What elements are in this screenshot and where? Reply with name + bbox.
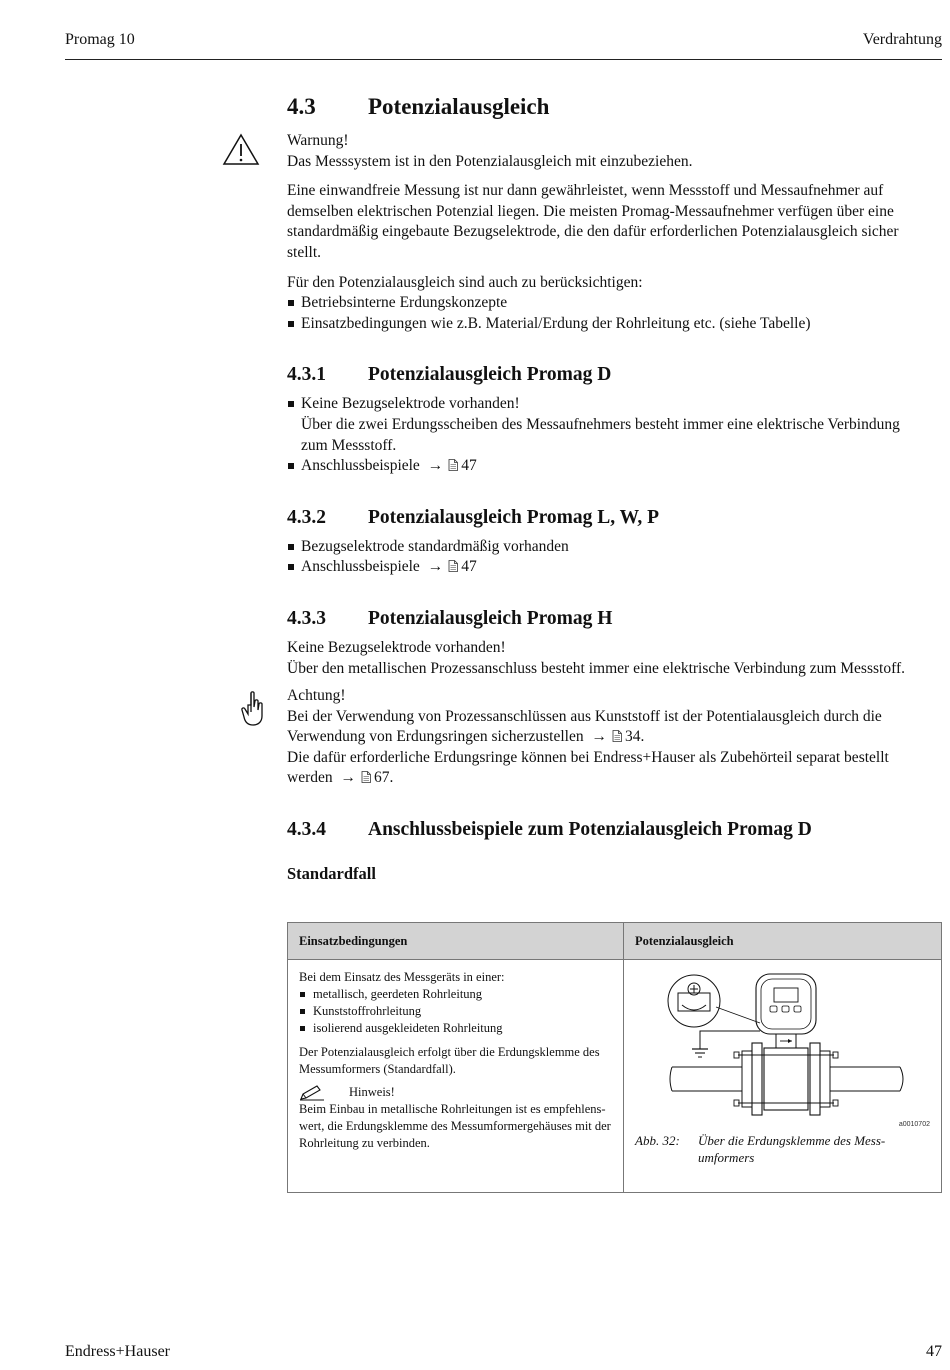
list-item: isolierend ausgekleideten Rohrleitung [299, 1020, 612, 1037]
intro-line: stellt. [287, 243, 322, 261]
list-item: Betriebsinterne Erdungskonzepte [287, 293, 942, 314]
section-title: Potenzialausgleich [368, 94, 550, 119]
page-reference-icon [448, 560, 458, 572]
page-reference-icon [448, 459, 458, 471]
list-item: Anschlussbeispiele → 47 [287, 557, 942, 578]
subsection-heading-433: 4.3.3 Potenzialausgleich Promag H [287, 607, 613, 629]
hand-caution-icon [240, 690, 266, 728]
caution-line: werden → 67. [287, 769, 394, 787]
figure-code: a0010702 [898, 1121, 930, 1128]
page-link[interactable]: 34. [624, 728, 645, 746]
table-row [288, 960, 942, 1193]
list-item: Keine Bezugselektrode vorhanden! Über die zwei Erdungsscheiben des Messaufnehmers besteht immer eine elektrische Verbindung zum Messstoff. [287, 394, 942, 456]
page-number: 47 [926, 1343, 942, 1360]
section-number: 4.3 [287, 94, 316, 119]
page-reference-icon [361, 771, 371, 783]
caution-line: Verwendung von Erdungsringen sicherzustellen → 34. [287, 728, 645, 746]
intro-line: demselben elektrischen Potenzial liegen. Die meisten Promag-Messaufnehmer verfügen über eine [287, 202, 894, 220]
table-header-conditions: Einsatzbedingungen [288, 923, 624, 960]
page-reference-icon [612, 730, 622, 742]
conditions-cell: Bei dem Einsatz des Messgeräts in einer: metallisch, geerdeten Rohrleitung Kunststoffrohrleitung isolierend ausgekleideten Rohrleitung Der Potenzialausgleich erfolgt über die Erdungsklemme des Messumformers (Standardfall). Hinweis! Beim Einbau in metallische Rohrleitungen ist es empfehlens- wert, die Erdungsklemme des Messumformergehäuses mit der Rohrleitung zu verbinden. [288, 960, 624, 1193]
conditions-list [299, 986, 612, 1037]
page-link[interactable]: 47 [461, 457, 477, 475]
list-item: metallisch, geerdeten Rohrleitung [299, 986, 612, 1003]
warning-title: Warnung! [287, 132, 349, 149]
grounding-diagram [660, 971, 930, 1121]
table-header-equalization: Potenzialausgleich [624, 923, 942, 960]
equalization-cell [624, 960, 942, 1193]
standardfall-heading: Standardfall [287, 864, 376, 884]
caution-title: Achtung! [287, 687, 346, 705]
s432-list [287, 537, 942, 578]
list-item: Kunststoffrohrleitung [299, 1003, 612, 1020]
figure-caption: Abb. 32: Über die Erdungsklemme des Mess- umformers [635, 1133, 886, 1165]
s433-line: Keine Bezugselektrode vorhanden! [287, 638, 506, 656]
header-chapter: Verdrahtung [862, 31, 942, 48]
list-item: Bezugselektrode standardmäßig vorhanden [287, 537, 942, 558]
subsection-heading-432: 4.3.2 Potenzialausgleich Promag L, W, P [287, 506, 660, 528]
list-item: Anschlussbeispiele → 47 [287, 456, 942, 477]
warning-triangle-icon [222, 133, 260, 166]
pencil-hint-icon [299, 1085, 325, 1101]
warning-text: Das Messsystem ist in den Potenzialausgleich mit einzubeziehen. [287, 152, 693, 170]
intro-line: Eine einwandfreie Messung ist nur dann gewährleistet, wenn Messstoff und Messaufnehmer auf [287, 182, 884, 200]
subsection-heading-431: 4.3.1 Potenzialausgleich Promag D [287, 364, 612, 386]
consider-text: Für den Potenzialausgleich sind auch zu berücksichtigen: [287, 273, 643, 291]
main-content [287, 94, 942, 884]
header-rule [65, 59, 942, 60]
footer-brand: Endress+Hauser [65, 1343, 170, 1360]
section-heading [287, 94, 942, 120]
intro-line: standardmäßig eingebaute Bezugselektrode, die den dafür erforderlichen Potenzialausgleich sicher [287, 223, 899, 241]
subsection-heading-434: 4.3.4 Anschlussbeispiele zum Potenzialausgleich Promag D [287, 819, 812, 841]
s431-list [287, 394, 942, 476]
caution-line: Die dafür erforderliche Erdungsringe können bei Endress+Hauser als Zubehörteil separat bestellt [287, 748, 889, 766]
page-link[interactable]: 47 [461, 558, 477, 576]
list-item: Einsatzbedingungen wie z.B. Material/Erdung der Rohrleitung etc. (siehe Tabelle) [287, 314, 942, 335]
s433-line: Über den metallischen Prozessanschluss besteht immer eine elektrische Verbindung zum Messstoff. [287, 659, 905, 677]
hint-block: Hinweis! [299, 1084, 612, 1101]
caution-line: Bei der Verwendung von Prozessanschlüssen aus Kunststoff ist der Potentialausgleich durch die [287, 707, 882, 725]
consider-list [287, 293, 942, 334]
conditions-table [287, 922, 942, 1193]
page-link[interactable]: 67. [374, 769, 394, 787]
header-product: Promag 10 [65, 31, 135, 48]
